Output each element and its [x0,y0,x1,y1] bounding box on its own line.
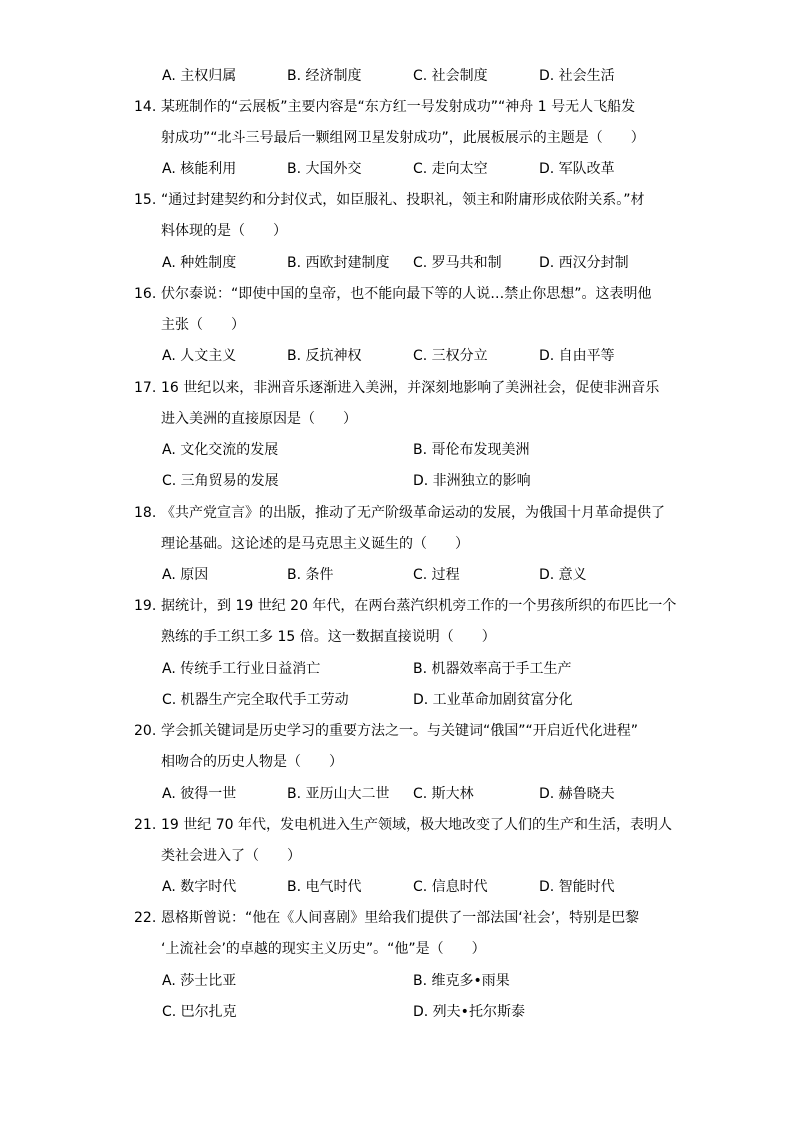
option-a: A. 原因 [162,567,209,583]
option-d: D. 工业革命加剧贫富分化 [413,692,573,708]
question-text: ‘上流社会’的卓越的现实主义历史”。“他”是（ ） [161,941,486,957]
question-number: 18. [134,505,157,521]
question-text: 类社会进入了（ ） [161,848,301,864]
question-number: 14. [134,99,157,115]
question-text: 19 世纪 70 年代，发电机进入生产领域，极大地改变了人们的生产和生活，表明人 [161,817,672,833]
option-b: B. 反抗神权 [287,348,362,364]
option-a: A. 莎士比亚 [162,973,237,989]
option-d: D. 自由平等 [539,348,615,364]
option-c: C. 过程 [413,567,460,583]
option-d: D. 军队改革 [539,161,615,177]
option-c: C. 信息时代 [413,879,488,895]
option-a: A. 人文主义 [162,348,237,364]
option-b: B. 亚历山大二世 [287,786,390,802]
option-b: B. 西欧封建制度 [287,255,390,271]
option-b: B. 哥伦布发现美洲 [413,442,530,458]
option-c: C. 三角贸易的发展 [162,473,279,489]
option-c: C. 走向太空 [413,161,488,177]
question-text: 熟练的手工织工多 15 倍。这一数据直接说明（ ） [161,629,496,645]
option-c: C. 三权分立 [413,348,488,364]
option-a: A. 彼得一世 [162,786,237,802]
option-a: A. 传统手工行业日益消亡 [162,661,321,677]
question-text: 16 世纪以来，非洲音乐逐渐进入美洲，并深刻地影响了美洲社会，促使非洲音乐 [161,380,660,396]
question-text: 学会抓关键词是历史学习的重要方法之一。与关键词“俄国”“开启近代化进程” [161,723,639,739]
option-b: B. 维克多•雨果 [413,973,510,989]
option-b: B. 条件 [287,567,334,583]
question-text: 相吻合的历史人物是（ ） [161,754,343,770]
option-b: B. 电气时代 [287,879,362,895]
option-c: C. 机器生产完全取代手工劳动 [162,692,349,708]
option-d: D. 赫鲁晓夫 [539,786,615,802]
option-d: D. 列夫•托尔斯泰 [413,1004,525,1020]
option-b: B. 机器效率高于手工生产 [413,661,572,677]
question-number: 15. [134,192,157,208]
option-d: D. 非洲独立的影响 [413,473,531,489]
question-text: 恩格斯曾说：“他在《人间喜剧》里给我们提供了一部法国‘社会’，特别是巴黎 [161,910,640,926]
option-a: A. 核能利用 [162,161,237,177]
option-c: C. 巴尔扎克 [162,1004,237,1020]
question-number: 16. [134,286,157,302]
option-c: C. 斯大林 [413,786,474,802]
question-text: 料体现的是（ ） [161,223,287,239]
question-text: 进入美洲的直接原因是（ ） [161,411,357,427]
option-d: D. 智能时代 [539,879,615,895]
option-d: D. 西汉分封制 [539,255,629,271]
question-text: 据统计，到 19 世纪 20 年代，在两台蒸汽织机旁工作的一个男孩所织的布匹比一个 [161,598,677,614]
question-number: 22. [134,910,157,926]
question-text: 伏尔泰说：“即使中国的皇帝，也不能向最下等的人说…禁止你思想”。这表明他 [161,286,652,302]
option-a: A. 种姓制度 [162,255,237,271]
option-c: C. 罗马共和制 [413,255,502,271]
option-a: A. 数字时代 [162,879,237,895]
question-text: 《共产党宣言》的出版，推动了无产阶级革命运动的发展，为俄国十月革命提供了 [161,505,665,521]
option-a: A. 主权归属 [162,68,237,84]
question-number: 19. [134,598,157,614]
question-text: 某班制作的“云展板”主要内容是“东方红一号发射成功”“神舟 1 号无人飞船发 [161,99,636,115]
question-text: 理论基础。这论述的是马克思主义诞生的（ ） [161,536,469,552]
question-number: 17. [134,380,157,396]
option-d: D. 意义 [539,567,587,583]
question-number: 21. [134,817,157,833]
question-text: 主张（ ） [161,317,245,333]
question-text: “通过封建契约和分封仪式，如臣服礼、投职礼，领主和附庸形成依附关系。”材 [161,192,645,208]
option-d: D. 社会生活 [539,68,615,84]
question-text: 射成功”“北斗三号最后一颗组网卫星发射成功”，此展板展示的主题是（ ） [161,130,645,146]
option-c: C. 社会制度 [413,68,488,84]
question-number: 20. [134,723,157,739]
option-a: A. 文化交流的发展 [162,442,279,458]
option-b: B. 大国外交 [287,161,362,177]
option-b: B. 经济制度 [287,68,362,84]
